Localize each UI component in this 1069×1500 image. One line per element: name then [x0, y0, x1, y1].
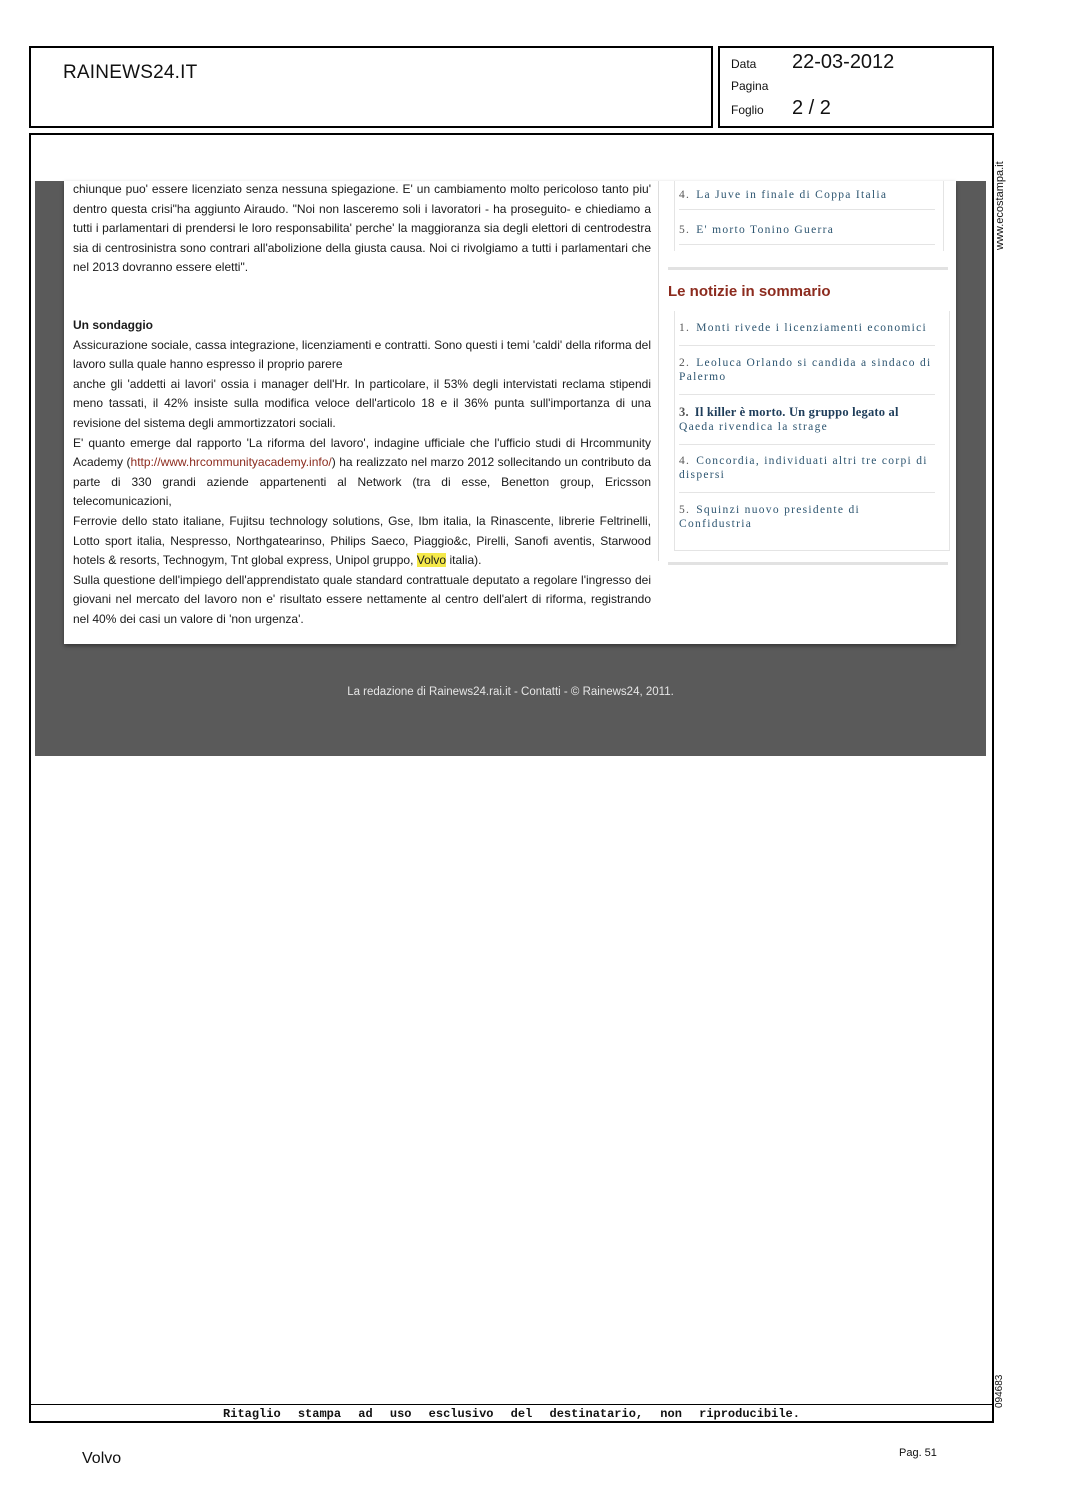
article-paragraph: anche gli 'addetti ai lavori' ossia i manager dell'Hr. In particolare, il 53% degli intervistati reclama stipendi meno tassati, il 42% insiste sulla modifica veloce dell'articolo 18 e il 36% punta sull'importanza di una revisione del sistema degli ammortizzatori sociali. — [73, 376, 651, 430]
article-paragraph — [73, 512, 651, 571]
disclaimer: Ritaglio stampa ad uso esclusivo del destinatario, non riproducibile. — [31, 1404, 992, 1421]
article-paragraph — [73, 434, 651, 512]
client-brand: Volvo — [82, 1450, 122, 1467]
ecostampa-site-label: www.ecostampa.it — [994, 161, 1006, 250]
list-item[interactable]: 2. Leoluca Orlando si candida a sindaco di Palermo — [679, 356, 935, 395]
site-footer: La redazione di Rainews24.rai.it - Contatti - © Rainews24, 2011. — [347, 686, 674, 698]
article-intro: chiunque puo' essere licenziato senza nessuna spiegazione. E' un cambiamento molto pericoloso tanto piu' dentro questa crisi"ha aggiunto Airaudo. "Noi non lasceremo soli i lavoratori - ha proseguito- e chiediamo a tutti i parlamentari di prendersi le loro responsabilita' perche' la maggioranza sia degli elettori di centrodestra sia di centrosinistra sono contrari all'abolizione della giusta causa. Noi ci rivolgiamo a tutti i parlamentari che nel 2013 dovranno essere eletti". — [73, 182, 651, 275]
column-divider — [658, 181, 659, 561]
clipping-code: 094683 — [994, 1374, 1005, 1408]
highlighted-keyword: Volvo — [416, 553, 447, 568]
list-item[interactable]: 5. E' morto Tonino Guerra — [679, 223, 935, 245]
divider — [668, 562, 948, 565]
list-item[interactable]: 4. Concordia, individuati altri tre corpi di dispersi — [679, 454, 935, 493]
page-number: Pag. 51 — [899, 1447, 937, 1459]
sheet-label: Foglio — [731, 103, 764, 117]
text-run: Ferrovie dello stato italiane, Fujitsu technology solutions, Gse, Ibm italia, la Rinascente, librerie Feltrinelli, Lotto sport italia, Nespresso, Northgatearinso, Philips Saeco, Piaggio&c, Pirelli, Sanofi aventis, Starwood hotels & resorts, Technogym, Tnt global express, Unipol gruppo, — [73, 513, 651, 568]
text-run: E' quanto emerge dal rapporto 'La riforma del lavoro', indagine ufficiale che l'ufficio studi di Hrcommunity Academy ( — [73, 435, 651, 470]
list-item[interactable]: 1. Monti rivede i licenziamenti economici — [679, 321, 935, 346]
top-news-list — [674, 181, 944, 251]
article-subhead: Un sondaggio — [73, 317, 153, 332]
summary-list — [674, 311, 950, 551]
date-label: Data — [731, 57, 757, 71]
header-meta-box — [718, 46, 994, 128]
article-paragraph: Assicurazione sociale, cassa integrazione, licenziamenti e contratti. Sono questi i temi 'caldi' della riforma del lavoro sulla quale hanno espresso il proprio parere — [73, 337, 651, 372]
content-card — [64, 181, 956, 644]
text-run: ) ha realizzato nel marzo 2012 sollecitando un contributo da parte di 330 grandi aziende appartenenti al Network (tra di esse, Benetton group, Ericsson telecomunicazioni, — [73, 455, 651, 509]
header-publication-box — [29, 46, 713, 128]
publication-name: RAINEWS24.IT — [63, 62, 198, 83]
article-body — [73, 181, 651, 629]
date-value: 22-03-2012 — [792, 51, 895, 73]
list-item[interactable]: 4. La Juve in finale di Coppa Italia — [679, 188, 935, 210]
hrcommunity-link[interactable]: http://www.hrcommunityacademy.info/ — [130, 455, 332, 470]
list-item[interactable]: 3. Il killer è morto. Un gruppo legato al Qaeda rivendica la strage — [679, 405, 935, 445]
divider — [668, 267, 948, 270]
summary-title: Le notizie in sommario — [668, 283, 831, 300]
list-item[interactable]: 5. Squinzi nuovo presidente di Confidustria — [679, 504, 861, 530]
sheet-value: 2 / 2 — [792, 97, 831, 119]
web-page-screenshot — [35, 181, 986, 756]
page-label: Pagina — [731, 79, 769, 93]
article-paragraph: Sulla questione dell'impiego dell'apprendistato quale standard contrattuale deputato a regolare l'ingresso dei giovani nel mercato del lavoro non e' risultato essere nettamente al centro dell'alert di riforma, registrando nel 40% dei casi un valore di 'non urgenza'. — [73, 572, 651, 626]
text-run: italia). — [446, 553, 482, 568]
